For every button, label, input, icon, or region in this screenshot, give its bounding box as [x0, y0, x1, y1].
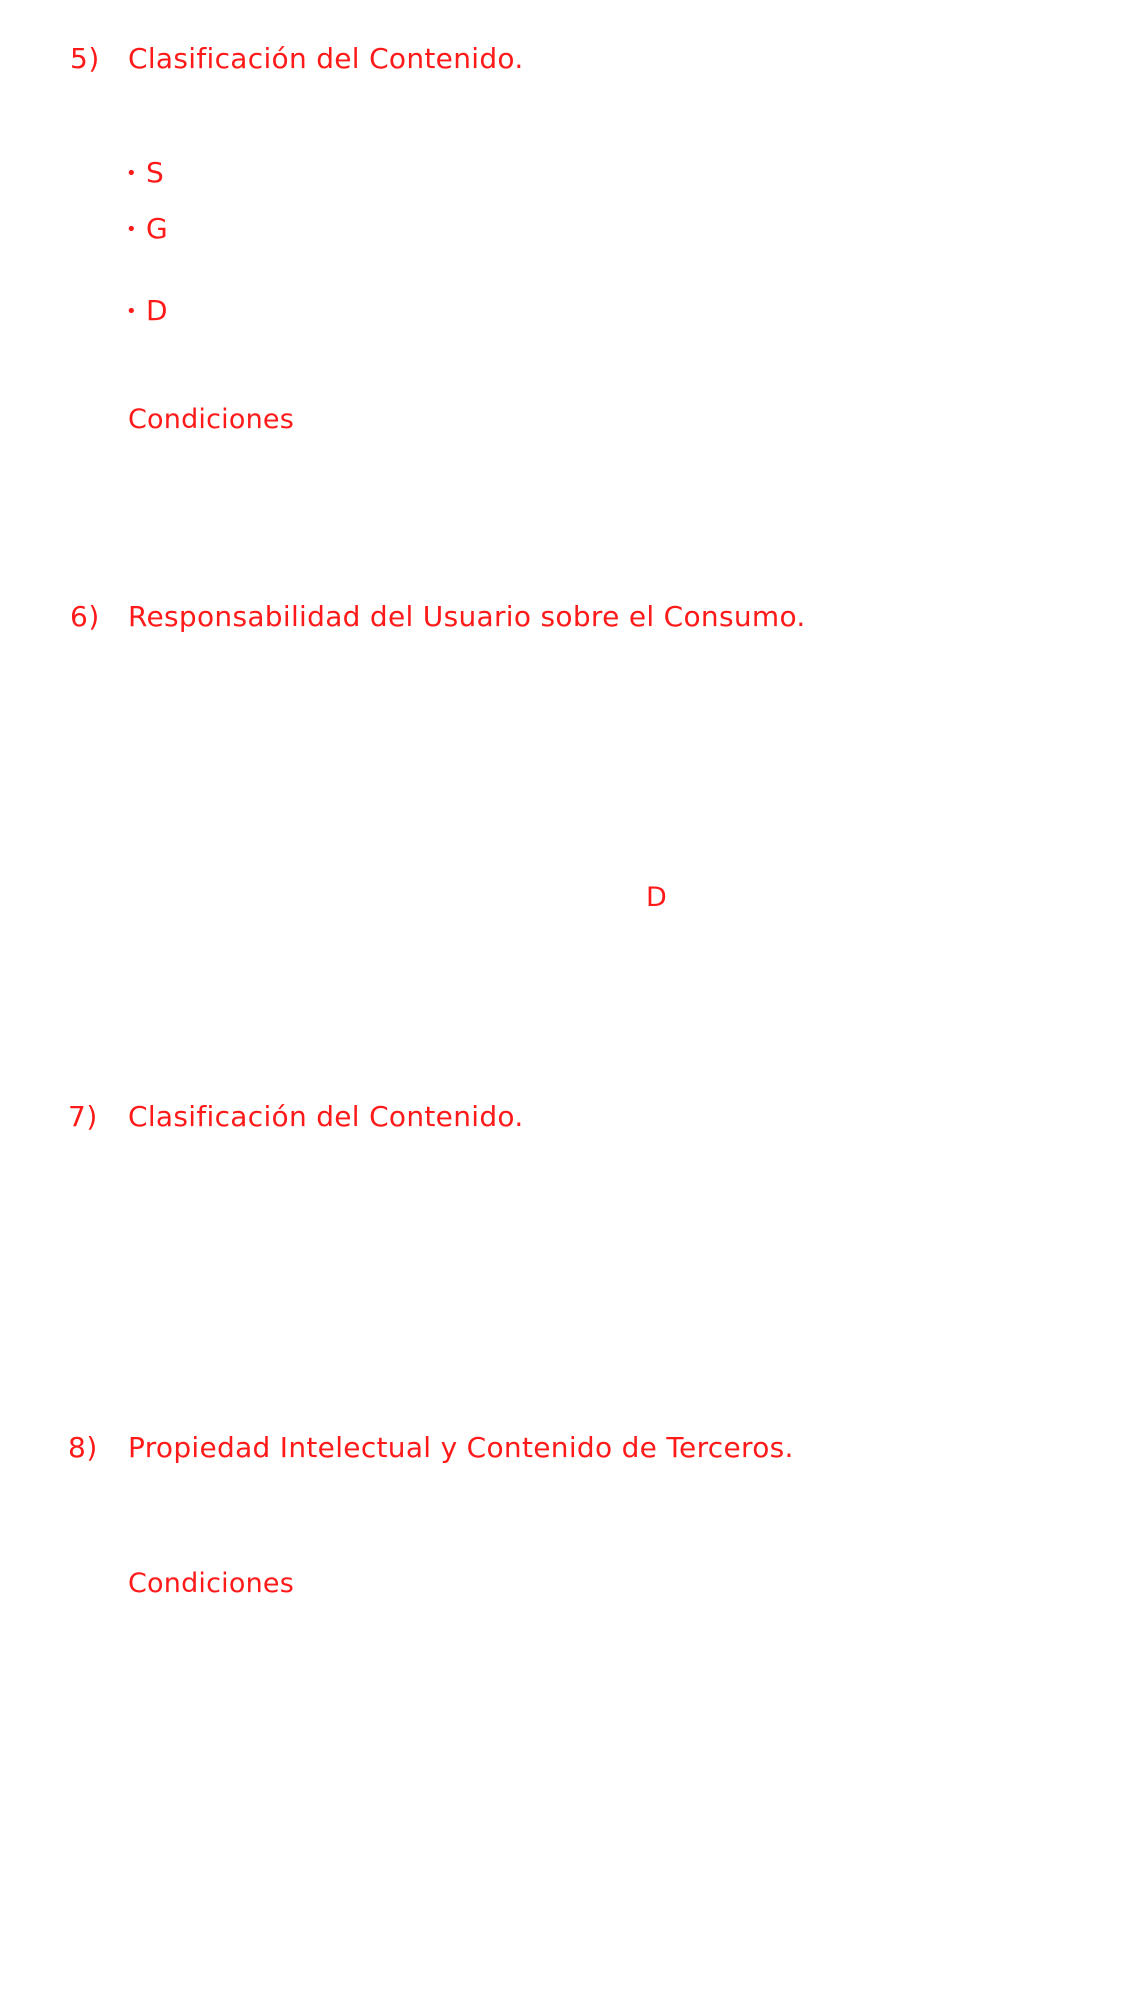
section-8-subheading: Condiciones — [128, 1568, 294, 1599]
bullet-icon: • — [126, 219, 137, 240]
bullet-list-item — [126, 294, 168, 327]
section-5-subheading: Condiciones — [128, 404, 294, 435]
section-6-number: 6) — [70, 600, 100, 633]
bullet-icon: • — [126, 301, 137, 322]
section-8-title: Propiedad Intelectual y Contenido de Terceros. — [128, 1431, 794, 1464]
bullet-list-item — [126, 156, 164, 189]
section-6-fragment: D — [646, 882, 667, 913]
bullet-icon: • — [126, 163, 137, 184]
bullet-text: S — [146, 156, 164, 189]
section-5-number: 5) — [70, 42, 100, 75]
section-7-number: 7) — [68, 1100, 98, 1133]
section-8-number: 8) — [68, 1431, 98, 1464]
bullet-text: D — [146, 294, 168, 327]
bullet-text: G — [146, 212, 168, 245]
section-5-title: Clasificación del Contenido. — [128, 42, 524, 75]
section-6-title: Responsabilidad del Usuario sobre el Consumo. — [128, 600, 806, 633]
section-7-title: Clasificación del Contenido. — [128, 1100, 524, 1133]
bullet-list-item — [126, 212, 168, 245]
